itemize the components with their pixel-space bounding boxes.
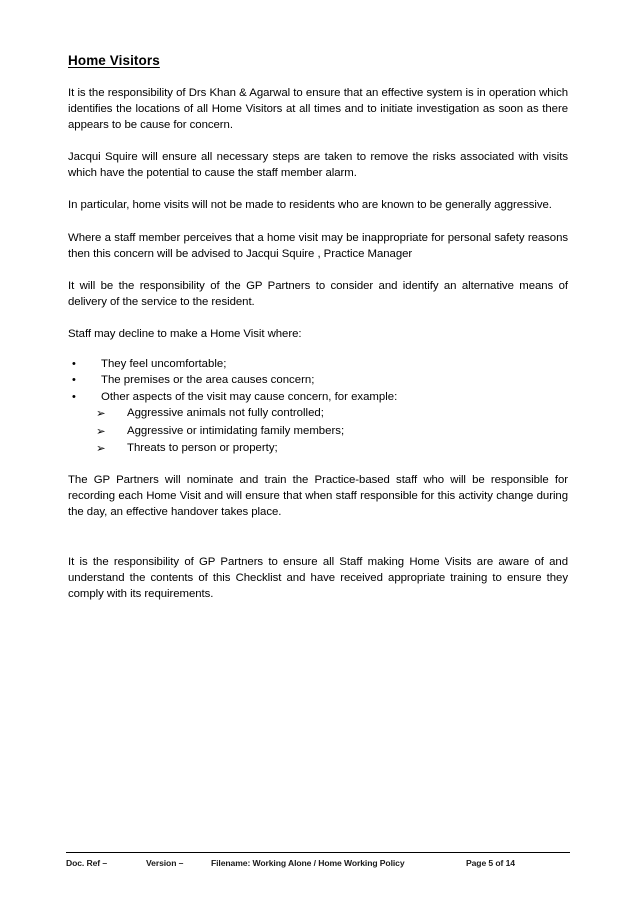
paragraph-checklist-awareness: It is the responsibility of GP Partners to ensure all Staff making Home Visits are aware of and understand the contents of this Checklist and have received appropriate training to ensure they comply with its requirements. <box>68 555 568 601</box>
document-body <box>68 52 568 618</box>
footer-page-number: Page 5 of 14 <box>466 858 515 868</box>
list-item-label: The premises or the area causes concern; <box>101 374 315 387</box>
paragraph-jacqui-squire-risks: Jacqui Squire will ensure all necessary steps are taken to remove the risks associated with visits which have the potential to cause the staff member alarm. <box>68 151 568 180</box>
decline-reasons-sublist <box>68 405 568 458</box>
bullet-icon: • <box>72 390 76 403</box>
list-item <box>68 440 568 458</box>
page-footer <box>66 852 570 875</box>
list-spacer <box>68 458 568 472</box>
footer-row <box>66 857 570 875</box>
footer-divider <box>66 852 570 853</box>
paragraph-gp-partners-alternative: It will be the responsibility of the GP Partners to consider and identify an alternative means of delivery of the service to the resident. <box>68 279 568 308</box>
page-title <box>68 52 568 69</box>
decline-reasons-list <box>68 356 568 405</box>
list-item-label: Aggressive animals not fully controlled; <box>127 406 324 419</box>
paragraph-responsibility-system: It is the responsibility of Drs Khan & Agarwal to ensure that an effective system is in operation which identifies the locations of all Home Visitors at all times and to initiate investigation as soon as there appears to be cause for concern. <box>68 87 568 132</box>
paragraph-aggressive-residents: In particular, home visits will not be made to residents who are known to be generally aggressive. <box>68 199 552 212</box>
paragraph-personal-safety-concern: Where a staff member perceives that a home visit may be inappropriate for personal safety reasons then this concern will be advised to Jacqui Squire , Practice Manager <box>68 231 568 260</box>
list-item <box>68 372 568 388</box>
arrowhead-bullet-icon: ➢ <box>96 405 106 420</box>
footer-filename: Filename: Working Alone / Home Working Policy <box>211 858 405 868</box>
list-item-label: Aggressive or intimidating family members; <box>127 424 345 437</box>
bullet-icon: • <box>72 374 76 387</box>
list-item-label: Threats to person or property; <box>127 442 278 455</box>
footer-version: Version – <box>146 858 184 868</box>
arrowhead-bullet-icon: ➢ <box>96 423 106 438</box>
list-item-label: Other aspects of the visit may cause concern, for example: <box>101 390 398 403</box>
paragraph-nominate-train-staff: The GP Partners will nominate and train the Practice-based staff who will be responsible for recording each Home Visit and will ensure that when staff responsible for this activity change during the day, an effective handover takes place. <box>68 473 568 518</box>
list-intro: Staff may decline to make a Home Visit where: <box>68 327 302 340</box>
arrowhead-bullet-icon: ➢ <box>96 441 106 456</box>
bullet-icon: • <box>72 358 76 371</box>
page-title-text: Home Visitors <box>68 53 160 68</box>
list-item <box>68 356 568 372</box>
list-item <box>68 389 568 405</box>
footer-doc-ref: Doc. Ref – <box>66 858 108 868</box>
list-item-label: They feel uncomfortable; <box>101 358 227 371</box>
list-item <box>68 423 568 441</box>
list-item <box>68 405 568 423</box>
